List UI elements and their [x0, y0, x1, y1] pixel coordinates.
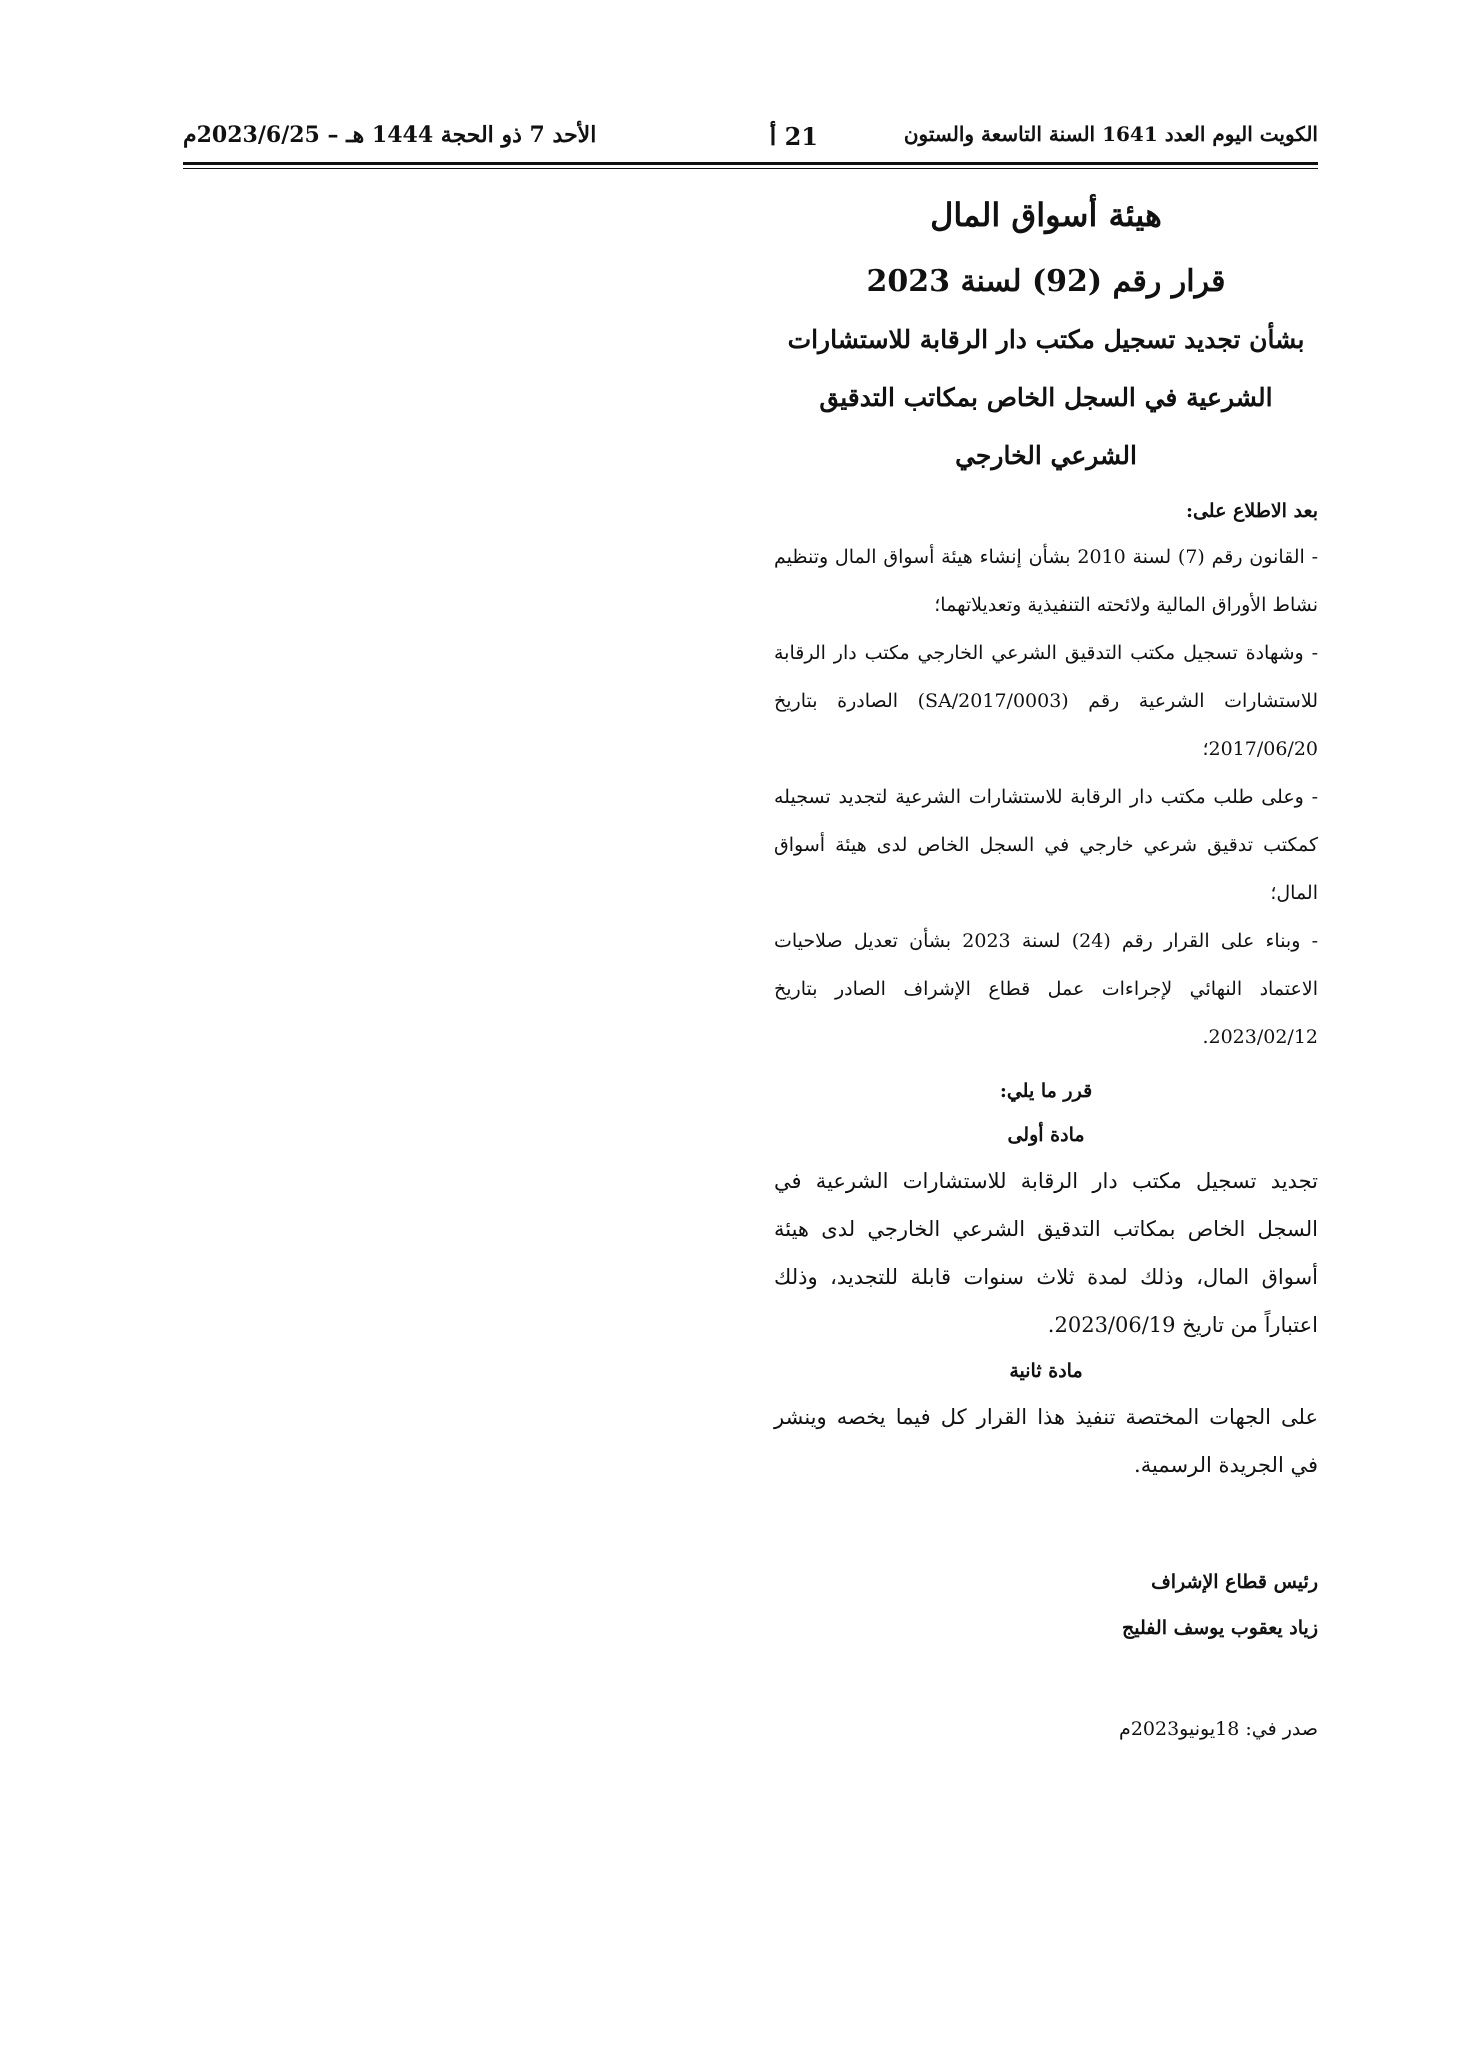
article-1-text: تجديد تسجيل مكتب دار الرقابة للاستشارات الشرعية في السجل الخاص بمكاتب التدقيق الشرعي الخارجي لدى هيئة أسواق المال، وذلك لمدة ثلاث سنوات قابلة للتجديد، وذلك اعتباراً من تاريخ 2023/06/19.: [774, 1169, 1318, 1337]
gazette-date: الأحد 7 ذو الحجة 1444 هـ – 2023/6/25م: [183, 122, 597, 148]
decree-heading: قرر ما يلي:: [999, 1080, 1093, 1102]
page-number: 21 أ: [769, 122, 818, 151]
gazette-header: [183, 122, 1318, 158]
decision-number: قرار رقم (92) لسنة 2023: [866, 264, 1226, 299]
signature-name: زياد يعقوب يوسف الفليج: [1122, 1617, 1318, 1639]
article-2-text: على الجهات المختصة تنفيذ هذا القرار كل فيما يخصه وينشر في الجريدة الرسمية.: [774, 1405, 1318, 1477]
header-rule-thin: [183, 168, 1318, 169]
preamble-item: - وبناء على القرار رقم (24) لسنة 2023 بشأن تعديل صلاحيات الاعتماد النهائي لإجراءات عمل قطاع الإشراف الصادر بتاريخ 2023/02/12.: [774, 930, 1319, 1048]
article-1-title: مادة أولى: [1007, 1124, 1085, 1146]
header-rule-thick: [183, 162, 1318, 165]
preamble-item: - وشهادة تسجيل مكتب التدقيق الشرعي الخارجي مكتب دار الرقابة للاستشارات الشرعية رقم (SA/2017/0003) الصادرة بتاريخ 2017/06/20؛: [774, 642, 1318, 760]
gazette-issue-info: الكويت اليوم العدد 1641 السنة التاسعة والستون: [903, 122, 1318, 146]
issue-date: صدر في: 18يونيو2023م: [1119, 1718, 1318, 1740]
article-2-title: مادة ثانية: [1009, 1360, 1083, 1382]
decision-subject: بشأن تجديد تسجيل مكتب دار الرقابة للاستشارات الشرعية في السجل الخاص بمكاتب التدقيق الشرعي الخارجي: [787, 325, 1305, 470]
preamble-item: - وعلى طلب مكتب دار الرقابة للاستشارات الشرعية لتجديد تسجيله كمكتب تدقيق شرعي خارجي في السجل الخاص لدى هيئة أسواق المال؛: [774, 786, 1318, 904]
preamble-intro: بعد الاطلاع على:: [1185, 500, 1318, 522]
signature-role: رئيس قطاع الإشراف: [1151, 1571, 1318, 1593]
authority-title: هيئة أسواق المال: [930, 196, 1162, 234]
preamble-item: - القانون رقم (7) لسنة 2010 بشأن إنشاء هيئة أسواق المال وتنظيم نشاط الأوراق المالية ولائحته التنفيذية وتعديلاتهما؛: [774, 546, 1318, 616]
decision-column: [774, 185, 1318, 1751]
